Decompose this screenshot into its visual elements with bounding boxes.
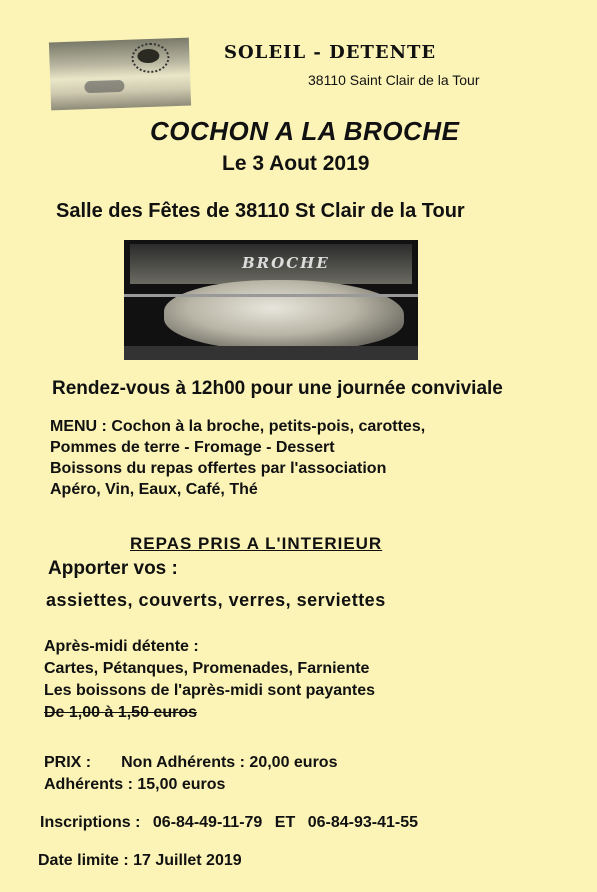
pig-on-spit — [164, 280, 404, 350]
afternoon-activities: Cartes, Pétanques, Promenades, Farniente — [44, 660, 370, 677]
registration-connector: ET — [274, 814, 296, 831]
registration-label: Inscriptions : — [40, 814, 141, 831]
repas-heading: REPAS PRIS A L'INTERIEUR — [130, 534, 383, 553]
phone-number-2: 06-84-93-41-55 — [307, 814, 418, 831]
menu-line: Boissons du repas offertes par l'association — [50, 460, 387, 477]
event-venue: Salle des Fêtes de 38110 St Clair de la Tour — [56, 200, 465, 222]
menu-block — [50, 416, 425, 500]
registration-line — [40, 814, 418, 832]
logo-image — [49, 38, 191, 111]
afternoon-block — [44, 636, 375, 724]
deadline-text: Date limite : 17 Juillet 2019 — [38, 852, 242, 869]
association-name: SOLEIL - DETENTE — [224, 42, 437, 63]
prices-block — [44, 752, 337, 796]
menu-line: MENU : Cochon à la broche, petits-pois, carottes, — [50, 418, 426, 435]
event-title: COCHON A LA BROCHE — [150, 116, 460, 146]
photo-floor — [124, 346, 418, 360]
price-non-members: Non Adhérents : 20,00 euros — [121, 754, 338, 771]
phone-number-1: 06-84-49-11-79 — [152, 814, 263, 831]
price-members: Adhérents : 15,00 euros — [44, 776, 226, 793]
rendezvous-text: Rendez-vous à 12h00 pour une journée conviviale — [52, 378, 503, 399]
reclining-figure — [84, 80, 124, 93]
prices-label: PRIX : — [44, 754, 92, 771]
afternoon-old-price: De 1,00 à 1,50 euros — [44, 704, 197, 721]
menu-line: Apéro, Vin, Eaux, Café, Thé — [50, 481, 258, 498]
afternoon-title: Après-midi détente : — [44, 638, 199, 655]
roast-pig-photo — [124, 240, 418, 360]
bring-items: assiettes, couverts, verres, serviettes — [46, 590, 386, 610]
association-city: 38110 Saint Clair de la Tour — [308, 72, 480, 88]
spit-rod — [124, 294, 418, 297]
bring-label: Apporter vos : — [48, 558, 178, 579]
event-date: Le 3 Aout 2019 — [222, 152, 370, 175]
menu-line: Pommes de terre - Fromage - Dessert — [50, 439, 335, 456]
photo-banner-text: BROCHE — [242, 254, 330, 272]
afternoon-drinks: Les boissons de l'après-midi sont payantes — [44, 682, 376, 699]
